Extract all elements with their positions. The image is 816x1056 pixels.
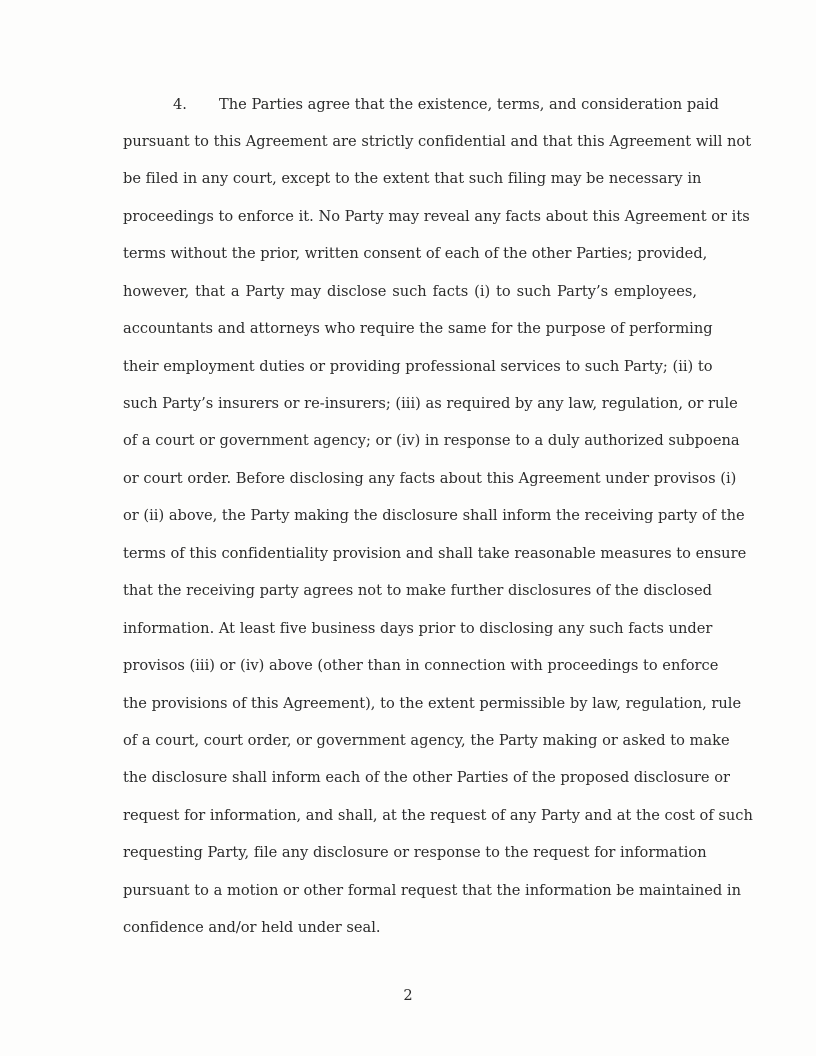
paragraph-line: the disclosure shall inform each of the other Parties of the proposed disclosure or	[123, 769, 730, 786]
paragraph-number: 4.	[173, 96, 187, 113]
paragraph-line: however, that a Party may disclose such facts (i) to such Party’s employees,	[123, 283, 697, 300]
paragraph-line: provisos (iii) or (iv) above (other than in connection with proceedings to enforce	[123, 657, 719, 674]
paragraph-line: pursuant to this Agreement are strictly confidential and that this Agreement will not	[123, 133, 752, 150]
paragraph-line: terms of this confidentiality provision and shall take reasonable measures to ensure	[123, 545, 747, 562]
paragraph-line: request for information, and shall, at the request of any Party and at the cost of such	[123, 807, 753, 824]
paragraph-line: of a court or government agency; or (iv) in response to a duly authorized subpoena	[123, 432, 740, 449]
paragraph-line: or (ii) above, the Party making the disclosure shall inform the receiving party of the	[123, 507, 745, 524]
paragraph-line: proceedings to enforce it. No Party may reveal any facts about this Agreement or its	[123, 208, 750, 225]
paragraph-line: requesting Party, file any disclosure or response to the request for information	[123, 844, 707, 861]
paragraph-line: pursuant to a motion or other formal request that the information be maintained in	[123, 882, 742, 899]
paragraph-line: terms without the prior, written consent of each of the other Parties; provided,	[123, 245, 708, 262]
paragraph-line: that the receiving party agrees not to make further disclosures of the disclosed	[123, 582, 713, 599]
paragraph-line: information. At least five business days prior to disclosing any such facts under	[123, 620, 713, 637]
page-number: 2	[403, 987, 413, 1004]
paragraph-line: the provisions of this Agreement), to the extent permissible by law, regulation, rule	[123, 695, 742, 712]
paragraph-line: of a court, court order, or government agency, the Party making or asked to make	[123, 732, 730, 749]
paragraph-line-text: The Parties agree that the existence, terms, and consideration paid	[219, 96, 719, 113]
paragraph-line: be filed in any court, except to the extent that such filing may be necessary in	[123, 170, 702, 187]
paragraph-line: accountants and attorneys who require the same for the purpose of performing	[123, 320, 713, 337]
paragraph-line: or court order. Before disclosing any facts about this Agreement under provisos (i)	[123, 470, 737, 487]
paragraph-line-last: confidence and/or held under seal.	[123, 919, 381, 936]
paragraph-line	[173, 94, 719, 116]
paragraph-line: their employment duties or providing professional services to such Party; (ii) to	[123, 358, 713, 375]
paragraph-line: such Party’s insurers or re-insurers; (iii) as required by any law, regulation, or rule	[123, 395, 738, 412]
